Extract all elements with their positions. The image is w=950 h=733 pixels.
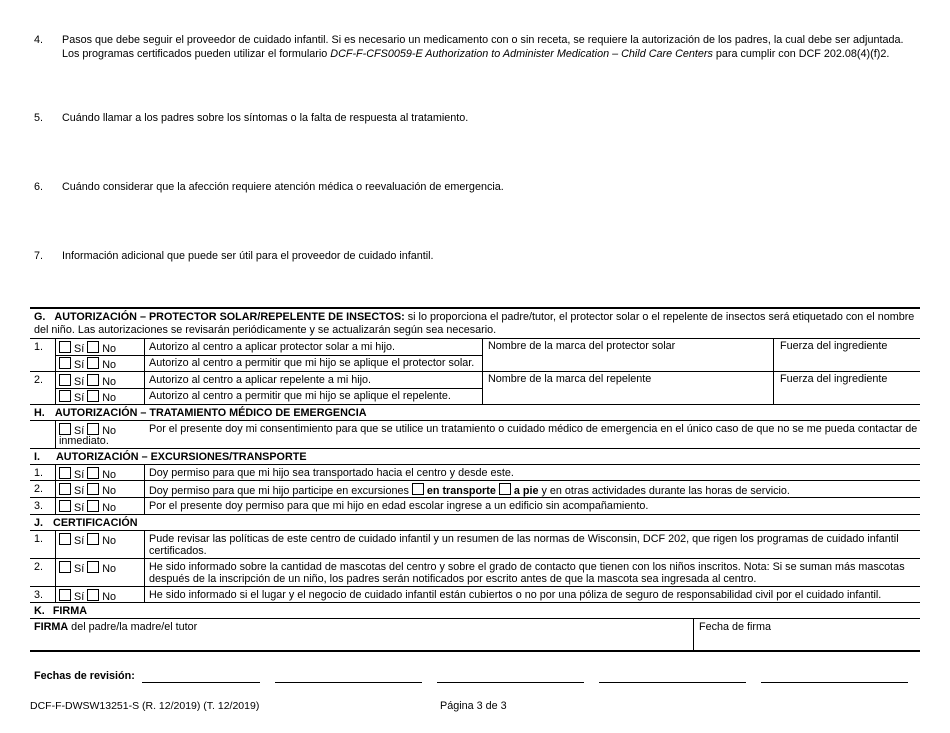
row-number: 2. [34, 374, 44, 386]
no-label: No [102, 591, 117, 603]
yes-no-choice[interactable] [59, 500, 116, 514]
section-letter: H. [34, 407, 45, 419]
insurance-text: He sido informado si el lugar y el negocio de cuidado infantil están cubiertos o no por una póliza de seguro de responsabilidad civil por el cuidado infantil. [149, 589, 882, 601]
section-title: CERTIFICACIÓN [53, 517, 138, 529]
section-title: AUTORIZACIÓN – TRATAMIENTO MÉDICO DE EMERGENCIA [54, 407, 367, 419]
yes-label: Sí [74, 343, 85, 355]
row-number: 3. [34, 589, 44, 601]
no-label: No [102, 376, 117, 388]
section-letter: G. [34, 311, 46, 323]
pets-text-wrap: después de la inscripción de un niño, los padres serán notificados por escrito antes de que la mascota sea ingresada al centro. [149, 573, 757, 585]
no-label: No [102, 485, 117, 497]
repellent-brand-field[interactable]: Nombre de la marca del repelente [488, 373, 652, 385]
yes-no-choice[interactable] [59, 390, 116, 404]
no-label: No [102, 502, 117, 514]
row-number: 3. [34, 500, 44, 512]
no-checkbox[interactable] [87, 561, 99, 573]
yes-no-choice[interactable] [59, 561, 116, 575]
section-letter: I. [34, 451, 40, 463]
yes-checkbox[interactable] [59, 374, 71, 386]
no-label: No [102, 343, 117, 355]
no-label: No [102, 392, 117, 404]
no-checkbox[interactable] [87, 483, 99, 495]
yes-checkbox[interactable] [59, 589, 71, 601]
walking-checkbox[interactable] [499, 483, 511, 495]
question-text: Cuándo llamar a los padres sobre los síntomas o la falta de respuesta al tratamiento. [62, 112, 469, 124]
yes-checkbox[interactable] [59, 423, 71, 435]
yes-checkbox[interactable] [59, 357, 71, 369]
form-reference: DCF-F-CFS0059-E Authorization to Administer Medication – Child Care Centers [330, 47, 713, 60]
no-checkbox[interactable] [87, 341, 99, 353]
emergency-consent-text-wrap: inmediato. [59, 435, 109, 447]
yes-label: Sí [74, 469, 85, 481]
yes-checkbox[interactable] [59, 561, 71, 573]
repellent-strength-field[interactable]: Fuerza del ingrediente [780, 373, 888, 385]
revision-date-line[interactable] [142, 682, 260, 683]
row-number: 1. [34, 533, 44, 545]
yes-no-choice[interactable] [59, 589, 116, 603]
pets-text: He sido informado sobre la cantidad de mascotas del centro y sobre el grado de contacto que tienen con los niños inscritos. Nota: Si se suman más mascotas [149, 561, 905, 573]
repellent-apply-text: Autorizo al centro a aplicar repelente a mi hijo. [149, 374, 372, 386]
yes-no-choice[interactable] [59, 483, 116, 497]
section-title: FIRMA [52, 605, 87, 617]
signature-date-field[interactable]: Fecha de firma [699, 621, 772, 633]
field-trip-text-post: y en otras actividades durante las horas de servicio. [541, 485, 790, 497]
no-checkbox[interactable] [87, 390, 99, 402]
sunscreen-strength-field[interactable]: Fuerza del ingrediente [780, 340, 888, 352]
revision-dates-label: Fechas de revisión: [34, 670, 135, 682]
yes-label: Sí [74, 535, 85, 547]
row-number: 2. [34, 483, 44, 495]
field-trip-text: Doy permiso para que mi hijo participe en excursiones [149, 485, 409, 497]
no-label: No [102, 563, 117, 575]
question-text: Información adicional que puede ser útil para el proveedor de cuidado infantil. [62, 250, 434, 262]
no-checkbox[interactable] [87, 589, 99, 601]
yes-no-choice[interactable] [59, 533, 116, 547]
row-number: 1. [34, 341, 44, 353]
section-k-header [34, 605, 87, 617]
section-j-header [34, 517, 138, 529]
transport-checkbox[interactable] [412, 483, 424, 495]
transport-option-label: en transporte [426, 485, 496, 497]
section-letter: K. [34, 605, 45, 617]
sunscreen-brand-field[interactable]: Nombre de la marca del protector solar [488, 340, 676, 352]
section-h-header [34, 407, 367, 419]
yes-checkbox[interactable] [59, 390, 71, 402]
question-number: 6. [34, 181, 44, 193]
question-text: Pasos que debe seguir el proveedor de cuidado infantil. Si es necesario un medicamento con o sin receta, se requiere la autorización de los padres, la cual debe ser adjuntada. [62, 34, 904, 46]
revision-date-line[interactable] [437, 682, 584, 683]
page-number: Página 3 de 3 [440, 700, 507, 712]
question-text-post: para cumplir con DCF 202.08(4)(f)2. [712, 47, 890, 60]
no-checkbox[interactable] [87, 467, 99, 479]
no-checkbox[interactable] [87, 500, 99, 512]
question-number: 7. [34, 250, 44, 262]
yes-no-choice[interactable] [59, 374, 116, 388]
signature-label-bold: FIRMA [34, 621, 69, 633]
policies-text-wrap: certificados. [149, 545, 207, 557]
question-number: 5. [34, 112, 44, 124]
section-title: AUTORIZACIÓN – PROTECTOR SOLAR/REPELENTE DE INSECTOS: [54, 311, 405, 323]
question-text-pre: Los programas certificados pueden utilizar el formulario [62, 47, 331, 60]
sunscreen-apply-text: Autorizo al centro a aplicar protector solar a mi hijo. [149, 341, 396, 353]
yes-checkbox[interactable] [59, 467, 71, 479]
yes-checkbox[interactable] [59, 533, 71, 545]
yes-no-choice[interactable] [59, 341, 116, 355]
yes-label: Sí [74, 425, 85, 437]
no-checkbox[interactable] [87, 357, 99, 369]
yes-checkbox[interactable] [59, 500, 71, 512]
no-label: No [102, 469, 117, 481]
policies-text: Pude revisar las políticas de este centro de cuidado infantil y un resumen de las normas de Wisconsin, DCF 202, que rigen los programas de cuidado infantil [149, 533, 899, 545]
question-text: Cuándo considerar que la afección requiere atención médica o reevaluación de emergencia. [62, 181, 504, 193]
yes-label: Sí [74, 359, 85, 371]
yes-label: Sí [74, 591, 85, 603]
form-id: DCF-F-DWSW13251-S (R. 12/2019) (T. 12/2019) [30, 700, 260, 712]
no-label: No [102, 359, 117, 371]
walking-option-label: a pie [513, 485, 539, 497]
yes-label: Sí [74, 376, 85, 388]
yes-checkbox[interactable] [59, 483, 71, 495]
revision-date-line[interactable] [599, 682, 746, 683]
question-number: 4. [34, 34, 44, 46]
transport-permission-text: Doy permiso para que mi hijo sea transportado hacia el centro y desde este. [149, 467, 514, 479]
yes-no-choice[interactable] [59, 357, 116, 371]
section-description: si lo proporciona el padre/tutor, el protector solar o el repelente de insectos será etiquetado con el nombre del niño. Las autorizaciones se revisarán periódicamente y se actualizarán según sea necesario. [34, 311, 915, 336]
row-number: 2. [34, 561, 44, 573]
yes-no-choice[interactable] [59, 467, 116, 481]
section-title: AUTORIZACIÓN – EXCURSIONES/TRANSPORTE [56, 451, 307, 463]
revision-date-line[interactable] [275, 682, 422, 683]
no-checkbox[interactable] [87, 423, 99, 435]
no-checkbox[interactable] [87, 533, 99, 545]
sunscreen-self-apply-text: Autorizo al centro a permitir que mi hijo se aplique el protector solar. [149, 357, 475, 369]
field-trip-permission [149, 483, 790, 497]
section-letter: J. [34, 517, 44, 529]
no-label: No [102, 425, 117, 437]
section-i-header [34, 451, 307, 463]
yes-label: Sí [74, 485, 85, 497]
emergency-consent-text: Por el presente doy mi consentimiento para que se utilice un tratamiento o cuidado médico de emergencia en el único caso de que no se me pueda contactar de [149, 423, 918, 435]
repellent-self-apply-text: Autorizo al centro a permitir que mi hijo se aplique el repelente. [149, 390, 451, 402]
signature-label: del padre/la madre/el tutor [68, 621, 198, 633]
revision-date-line[interactable] [761, 682, 908, 683]
no-checkbox[interactable] [87, 374, 99, 386]
yes-label: Sí [74, 502, 85, 514]
row-number: 1. [34, 467, 44, 479]
no-label: No [102, 535, 117, 547]
yes-label: Sí [74, 392, 85, 404]
section-g-header [34, 311, 918, 337]
parent-signature-field[interactable] [34, 621, 197, 633]
yes-checkbox[interactable] [59, 341, 71, 353]
yes-label: Sí [74, 563, 85, 575]
unaccompanied-entry-text: Por el presente doy permiso para que mi hijo en edad escolar ingrese a un edificio sin acompañamiento. [149, 500, 649, 512]
